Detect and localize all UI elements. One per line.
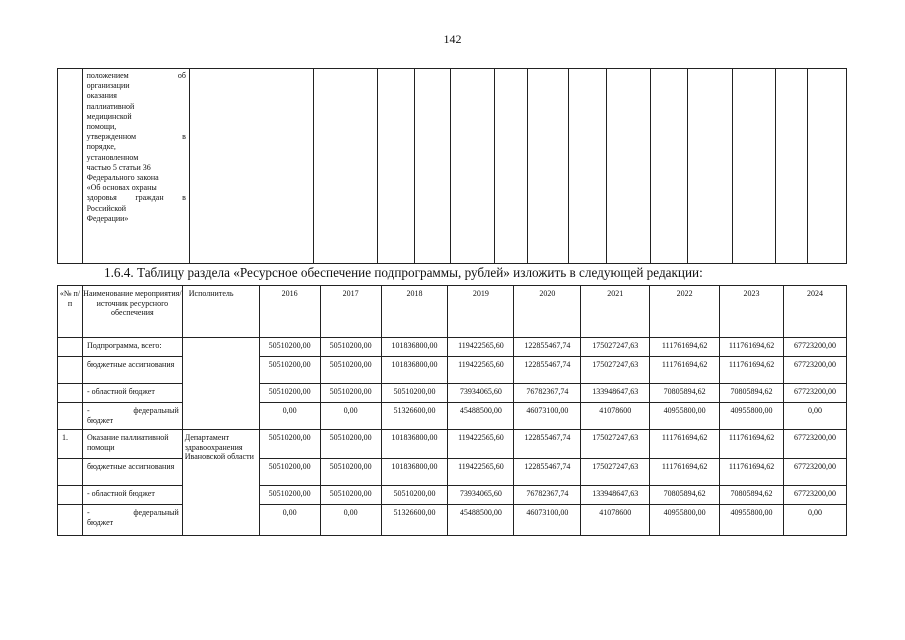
value-cell: 122855467,74 <box>514 357 581 384</box>
value-cell: 46073100,00 <box>514 403 581 430</box>
col-year-header: 2016 <box>259 286 320 338</box>
value-cell: 111761694,62 <box>720 430 784 459</box>
table-header-row <box>58 286 847 338</box>
continuation-line: «Об основах охраны <box>86 183 157 193</box>
continuation-line: здоровья граждан в <box>86 193 186 203</box>
page-number: 142 <box>443 32 462 46</box>
value-cell: 111761694,62 <box>650 459 720 486</box>
value-cell: 133948647,63 <box>581 384 650 403</box>
value-cell: 67723200,00 <box>784 338 847 357</box>
value-cell: 133948647,63 <box>581 486 650 505</box>
row-name-part: бюджет <box>86 415 114 425</box>
row-name: - областной бюджет <box>82 486 182 505</box>
section-heading: 1.6.4. Таблицу раздела «Ресурсное обеспечение подпрограммы, рублей» изложить в следующей редакции: <box>104 265 703 280</box>
continuation-line: Федерации» <box>86 213 129 223</box>
value-cell: 101836800,00 <box>381 357 448 384</box>
value-cell: 0,00 <box>784 505 847 536</box>
value-cell: 111761694,62 <box>650 357 720 384</box>
value-cell: 0,00 <box>320 403 381 430</box>
continuation-line: медицинской <box>86 111 132 121</box>
value-cell: 70805894,62 <box>720 486 784 505</box>
col-year-header: 2018 <box>381 286 448 338</box>
value-cell: 67723200,00 <box>784 486 847 505</box>
value-cell: 73934065,60 <box>448 384 514 403</box>
continuation-line: положением об <box>86 71 186 80</box>
value-cell: 51326600,00 <box>381 505 448 536</box>
value-cell: 40955800,00 <box>720 403 784 430</box>
row-name: бюджетные ассигнования <box>82 357 182 384</box>
value-cell: 0,00 <box>320 505 381 536</box>
col-year-header: 2024 <box>784 286 847 338</box>
value-cell: 175027247,63 <box>581 338 650 357</box>
col-executor-header: Исполнитель <box>182 286 259 338</box>
row-name-part: федеральный <box>133 406 179 415</box>
value-cell: 50510200,00 <box>259 430 320 459</box>
continuation-line: Российской <box>86 203 127 213</box>
value-cell: 119422565,60 <box>448 459 514 486</box>
value-cell: 0,00 <box>259 403 320 430</box>
value-cell: 40955800,00 <box>650 403 720 430</box>
continuation-line: Федерального закона <box>86 173 159 183</box>
col-no-header: «№ п/п <box>58 286 83 338</box>
row-name-part: - <box>86 406 90 415</box>
continuation-text <box>82 69 189 264</box>
row-name <box>82 505 182 536</box>
value-cell: 50510200,00 <box>320 486 381 505</box>
value-cell: 51326600,00 <box>381 403 448 430</box>
row-number <box>58 338 83 357</box>
continuation-line: установленном <box>86 152 139 162</box>
continuation-line: оказания <box>86 91 117 101</box>
value-cell: 50510200,00 <box>259 357 320 384</box>
continuation-line: частью 5 статьи 36 <box>86 162 151 172</box>
value-cell: 111761694,62 <box>650 338 720 357</box>
value-cell: 50510200,00 <box>320 338 381 357</box>
row-name-part: - <box>86 508 90 517</box>
value-cell: 45488500,00 <box>448 505 514 536</box>
table-row <box>58 338 847 357</box>
col-year-header: 2019 <box>448 286 514 338</box>
value-cell: 76782367,74 <box>514 384 581 403</box>
value-cell: 122855467,74 <box>514 338 581 357</box>
value-cell: 0,00 <box>784 403 847 430</box>
row-name <box>82 403 182 430</box>
value-cell: 119422565,60 <box>448 338 514 357</box>
value-cell: 122855467,74 <box>514 430 581 459</box>
col-year-header: 2023 <box>720 286 784 338</box>
value-cell: 50510200,00 <box>320 459 381 486</box>
value-cell: 101836800,00 <box>381 338 448 357</box>
col-year-header: 2017 <box>320 286 381 338</box>
continuation-line: утвержденном в <box>86 132 186 142</box>
row-number <box>58 403 83 430</box>
continuation-line: помощи, <box>86 122 117 132</box>
value-cell: 111761694,62 <box>650 430 720 459</box>
table-row <box>58 486 847 505</box>
continuation-line: организации <box>86 81 130 91</box>
row-name: Подпрограмма, всего: <box>82 338 182 357</box>
value-cell: 50510200,00 <box>381 486 448 505</box>
value-cell: 50510200,00 <box>259 486 320 505</box>
value-cell: 46073100,00 <box>514 505 581 536</box>
col-name-header: Наименование мероприятия/источник ресурсного обеспечения <box>82 286 182 338</box>
row-name: Оказание паллиативной помощи <box>82 430 182 459</box>
executor-cell: Департамент здравоохранения Ивановской области <box>182 430 259 536</box>
value-cell: 41078600 <box>581 403 650 430</box>
row-number: 1. <box>58 430 83 459</box>
value-cell: 111761694,62 <box>720 338 784 357</box>
value-cell: 67723200,00 <box>784 384 847 403</box>
col-year-header: 2021 <box>581 286 650 338</box>
value-cell: 122855467,74 <box>514 459 581 486</box>
value-cell: 67723200,00 <box>784 357 847 384</box>
table-row <box>58 357 847 384</box>
value-cell: 101836800,00 <box>381 459 448 486</box>
row-number <box>58 357 83 384</box>
value-cell: 67723200,00 <box>784 430 847 459</box>
table-row <box>58 403 847 430</box>
value-cell: 50510200,00 <box>381 384 448 403</box>
value-cell: 111761694,62 <box>720 357 784 384</box>
value-cell: 67723200,00 <box>784 459 847 486</box>
continuation-line: паллиативной <box>86 101 135 111</box>
value-cell: 175027247,63 <box>581 459 650 486</box>
cont-cell-no <box>58 69 83 264</box>
value-cell: 70805894,62 <box>650 384 720 403</box>
row-name-part: бюджет <box>86 517 114 527</box>
value-cell: 119422565,60 <box>448 430 514 459</box>
value-cell: 101836800,00 <box>381 430 448 459</box>
row-number <box>58 505 83 536</box>
row-number <box>58 486 83 505</box>
value-cell: 50510200,00 <box>320 430 381 459</box>
table-row <box>58 430 847 459</box>
value-cell: 76782367,74 <box>514 486 581 505</box>
value-cell: 50510200,00 <box>259 338 320 357</box>
continuation-table <box>57 68 847 264</box>
continuation-line: порядке, <box>86 142 116 152</box>
resource-table <box>57 285 847 536</box>
value-cell: 50510200,00 <box>259 459 320 486</box>
value-cell: 50510200,00 <box>320 357 381 384</box>
value-cell: 175027247,63 <box>581 430 650 459</box>
value-cell: 111761694,62 <box>720 459 784 486</box>
value-cell: 40955800,00 <box>720 505 784 536</box>
table-row <box>58 459 847 486</box>
table-row <box>58 505 847 536</box>
table-row <box>58 384 847 403</box>
value-cell: 50510200,00 <box>320 384 381 403</box>
value-cell: 40955800,00 <box>650 505 720 536</box>
value-cell: 50510200,00 <box>259 384 320 403</box>
row-number <box>58 384 83 403</box>
row-number <box>58 459 83 486</box>
value-cell: 73934065,60 <box>448 486 514 505</box>
col-year-header: 2020 <box>514 286 581 338</box>
executor-cell <box>182 338 259 430</box>
row-name: - областной бюджет <box>82 384 182 403</box>
value-cell: 175027247,63 <box>581 357 650 384</box>
value-cell: 70805894,62 <box>650 486 720 505</box>
value-cell: 119422565,60 <box>448 357 514 384</box>
row-name: бюджетные ассигнования <box>82 459 182 486</box>
value-cell: 45488500,00 <box>448 403 514 430</box>
col-year-header: 2022 <box>650 286 720 338</box>
value-cell: 70805894,62 <box>720 384 784 403</box>
value-cell: 41078600 <box>581 505 650 536</box>
row-name-part: федеральный <box>133 508 179 517</box>
value-cell: 0,00 <box>259 505 320 536</box>
